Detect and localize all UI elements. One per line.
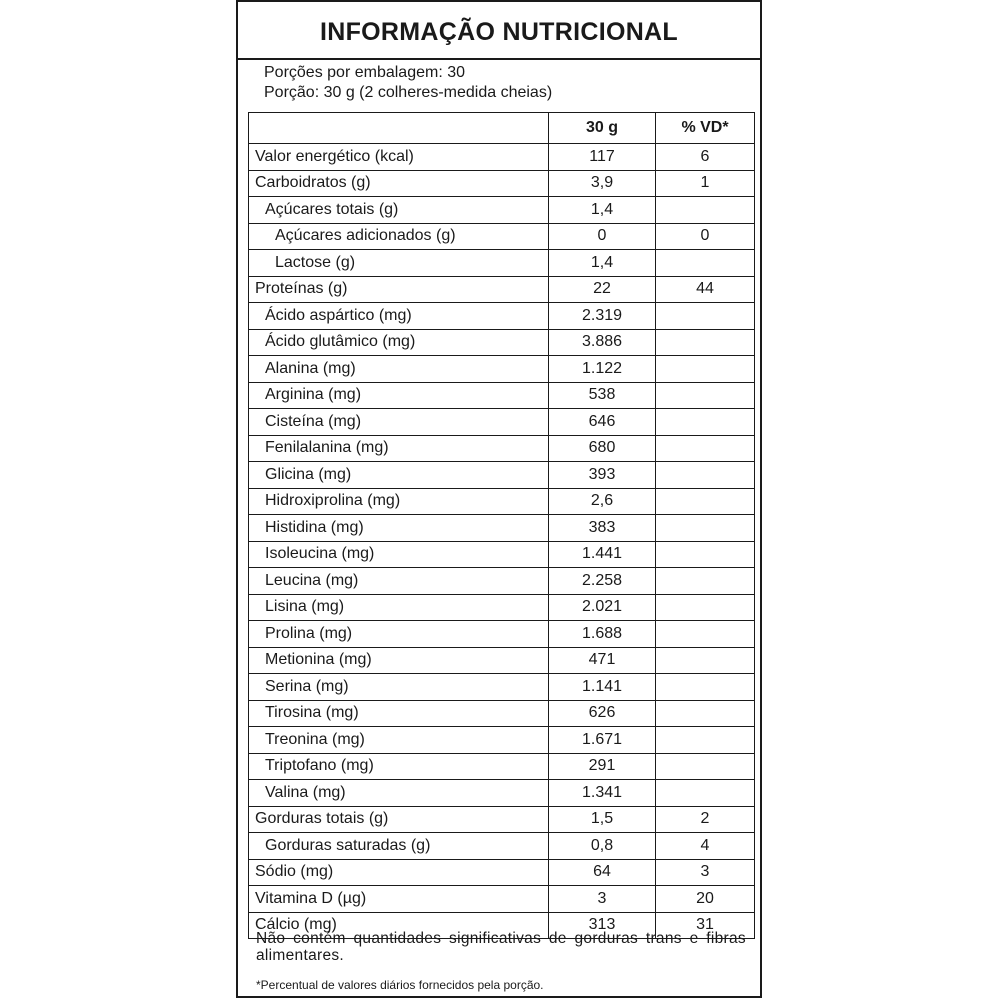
nutrient-name: Hidroxiprolina (mg) [249,488,549,515]
nutrient-dv [656,462,755,489]
table-row [249,170,755,197]
header-dv: % VD* [656,113,755,144]
nutrient-name: Ácido glutâmico (mg) [249,329,549,356]
nutrient-name: Prolina (mg) [249,621,549,648]
table-row [249,223,755,250]
table-row [249,727,755,754]
nutrient-amount: 1.122 [549,356,656,383]
nutrient-rows [249,144,755,939]
nutrient-amount: 313 [549,912,656,939]
nutrient-name: Tirosina (mg) [249,700,549,727]
table-row [249,833,755,860]
nutrient-dv [656,488,755,515]
table-row [249,647,755,674]
nutrient-amount: 626 [549,700,656,727]
nutrient-amount: 471 [549,647,656,674]
nutrient-dv [656,356,755,383]
nutrient-name: Triptofano (mg) [249,753,549,780]
nutrient-name: Açúcares totais (g) [249,197,549,224]
nutrient-name: Lactose (g) [249,250,549,277]
header-nutrient [249,113,549,144]
table-row [249,382,755,409]
nutrient-dv [656,647,755,674]
nutrient-name: Cálcio (mg) [249,912,549,939]
nutrient-dv [656,780,755,807]
nutrient-amount: 3,9 [549,170,656,197]
nutrient-dv [656,568,755,595]
nutrient-name: Arginina (mg) [249,382,549,409]
nutrient-amount: 680 [549,435,656,462]
nutrient-dv [656,515,755,542]
nutrient-amount: 383 [549,515,656,542]
nutrient-amount: 2.319 [549,303,656,330]
nutrient-amount: 646 [549,409,656,436]
nutrition-facts-label [236,0,762,998]
nutrient-name: Treonina (mg) [249,727,549,754]
table-row [249,462,755,489]
nutrient-amount: 2.258 [549,568,656,595]
nutrient-dv [656,727,755,754]
nutrient-name: Açúcares adicionados (g) [249,223,549,250]
nutrient-amount: 291 [549,753,656,780]
nutrient-dv [656,197,755,224]
nutrient-amount: 22 [549,276,656,303]
table-row [249,806,755,833]
nutrient-amount: 117 [549,144,656,171]
table-row [249,568,755,595]
table-row [249,886,755,913]
nutrient-dv [656,409,755,436]
nutrient-dv [656,329,755,356]
nutrient-name: Carboidratos (g) [249,170,549,197]
nutrient-name: Fenilalanina (mg) [249,435,549,462]
nutrient-amount: 2,6 [549,488,656,515]
nutrient-dv: 2 [656,806,755,833]
nutrient-amount: 1.141 [549,674,656,701]
table-row [249,197,755,224]
nutrition-table [248,112,755,939]
nutrient-amount: 0,8 [549,833,656,860]
table-row [249,700,755,727]
title-divider [238,58,760,60]
nutrient-name: Valina (mg) [249,780,549,807]
nutrient-name: Histidina (mg) [249,515,549,542]
nutrient-dv [656,621,755,648]
nutrient-dv [656,382,755,409]
table-row [249,488,755,515]
nutrient-name: Vitamina D (µg) [249,886,549,913]
nutrient-name: Gorduras totais (g) [249,806,549,833]
nutrient-amount: 1,5 [549,806,656,833]
nutrient-name: Isoleucina (mg) [249,541,549,568]
nutrient-amount: 64 [549,859,656,886]
nutrient-dv [656,753,755,780]
nutrient-amount: 3 [549,886,656,913]
table-row [249,515,755,542]
table-row [249,594,755,621]
nutrient-dv: 20 [656,886,755,913]
table-row [249,144,755,171]
table-row [249,329,755,356]
nutrient-name: Sódio (mg) [249,859,549,886]
table-row [249,753,755,780]
table-row [249,780,755,807]
table-row [249,250,755,277]
nutrient-amount: 3.886 [549,329,656,356]
nutrient-amount: 393 [549,462,656,489]
nutrient-amount: 538 [549,382,656,409]
table-row [249,276,755,303]
nutrient-name: Serina (mg) [249,674,549,701]
table-header-row [249,113,755,144]
nutrient-dv: 1 [656,170,755,197]
table-row [249,409,755,436]
table-row [249,859,755,886]
nutrient-dv: 31 [656,912,755,939]
nutrient-name: Metionina (mg) [249,647,549,674]
serving-size: Porção: 30 g (2 colheres-medida cheias) [264,84,553,101]
nutrient-amount: 1.688 [549,621,656,648]
nutrient-dv [656,674,755,701]
nutrient-name: Cisteína (mg) [249,409,549,436]
nutrient-dv: 6 [656,144,755,171]
nutrient-dv [656,700,755,727]
nutrient-name: Lisina (mg) [249,594,549,621]
nutrient-dv [656,303,755,330]
nutrient-dv [656,541,755,568]
header-amount: 30 g [549,113,656,144]
nutrient-amount: 1.441 [549,541,656,568]
nutrient-amount: 1,4 [549,197,656,224]
nutrient-dv: 3 [656,859,755,886]
nutrient-amount: 2.021 [549,594,656,621]
nutrient-dv [656,594,755,621]
nutrient-amount: 1.671 [549,727,656,754]
nutrient-dv: 0 [656,223,755,250]
nutrient-name: Gorduras saturadas (g) [249,833,549,860]
label-title: INFORMAÇÃO NUTRICIONAL [320,18,678,46]
nutrient-dv: 44 [656,276,755,303]
nutrient-amount: 1,4 [549,250,656,277]
nutrient-name: Leucina (mg) [249,568,549,595]
table-row [249,435,755,462]
dv-note: *Percentual de valores diários fornecidos pela porção. [256,978,544,992]
nutrient-amount: 1.341 [549,780,656,807]
nutrient-amount: 0 [549,223,656,250]
table-row [249,621,755,648]
table-row [249,541,755,568]
nutrient-dv [656,250,755,277]
table-row [249,303,755,330]
nutrient-name: Alanina (mg) [249,356,549,383]
table-row [249,674,755,701]
nutrient-name: Ácido aspártico (mg) [249,303,549,330]
nutrient-name: Valor energético (kcal) [249,144,549,171]
servings-per-package: Porções por embalagem: 30 [264,64,465,81]
nutrient-name: Proteínas (g) [249,276,549,303]
nutrient-name: Glicina (mg) [249,462,549,489]
nutrient-dv: 4 [656,833,755,860]
table-row [249,356,755,383]
footnote: Não contém quantidades significativas de gorduras trans e fibras alimentares. [256,930,746,964]
nutrient-dv [656,435,755,462]
